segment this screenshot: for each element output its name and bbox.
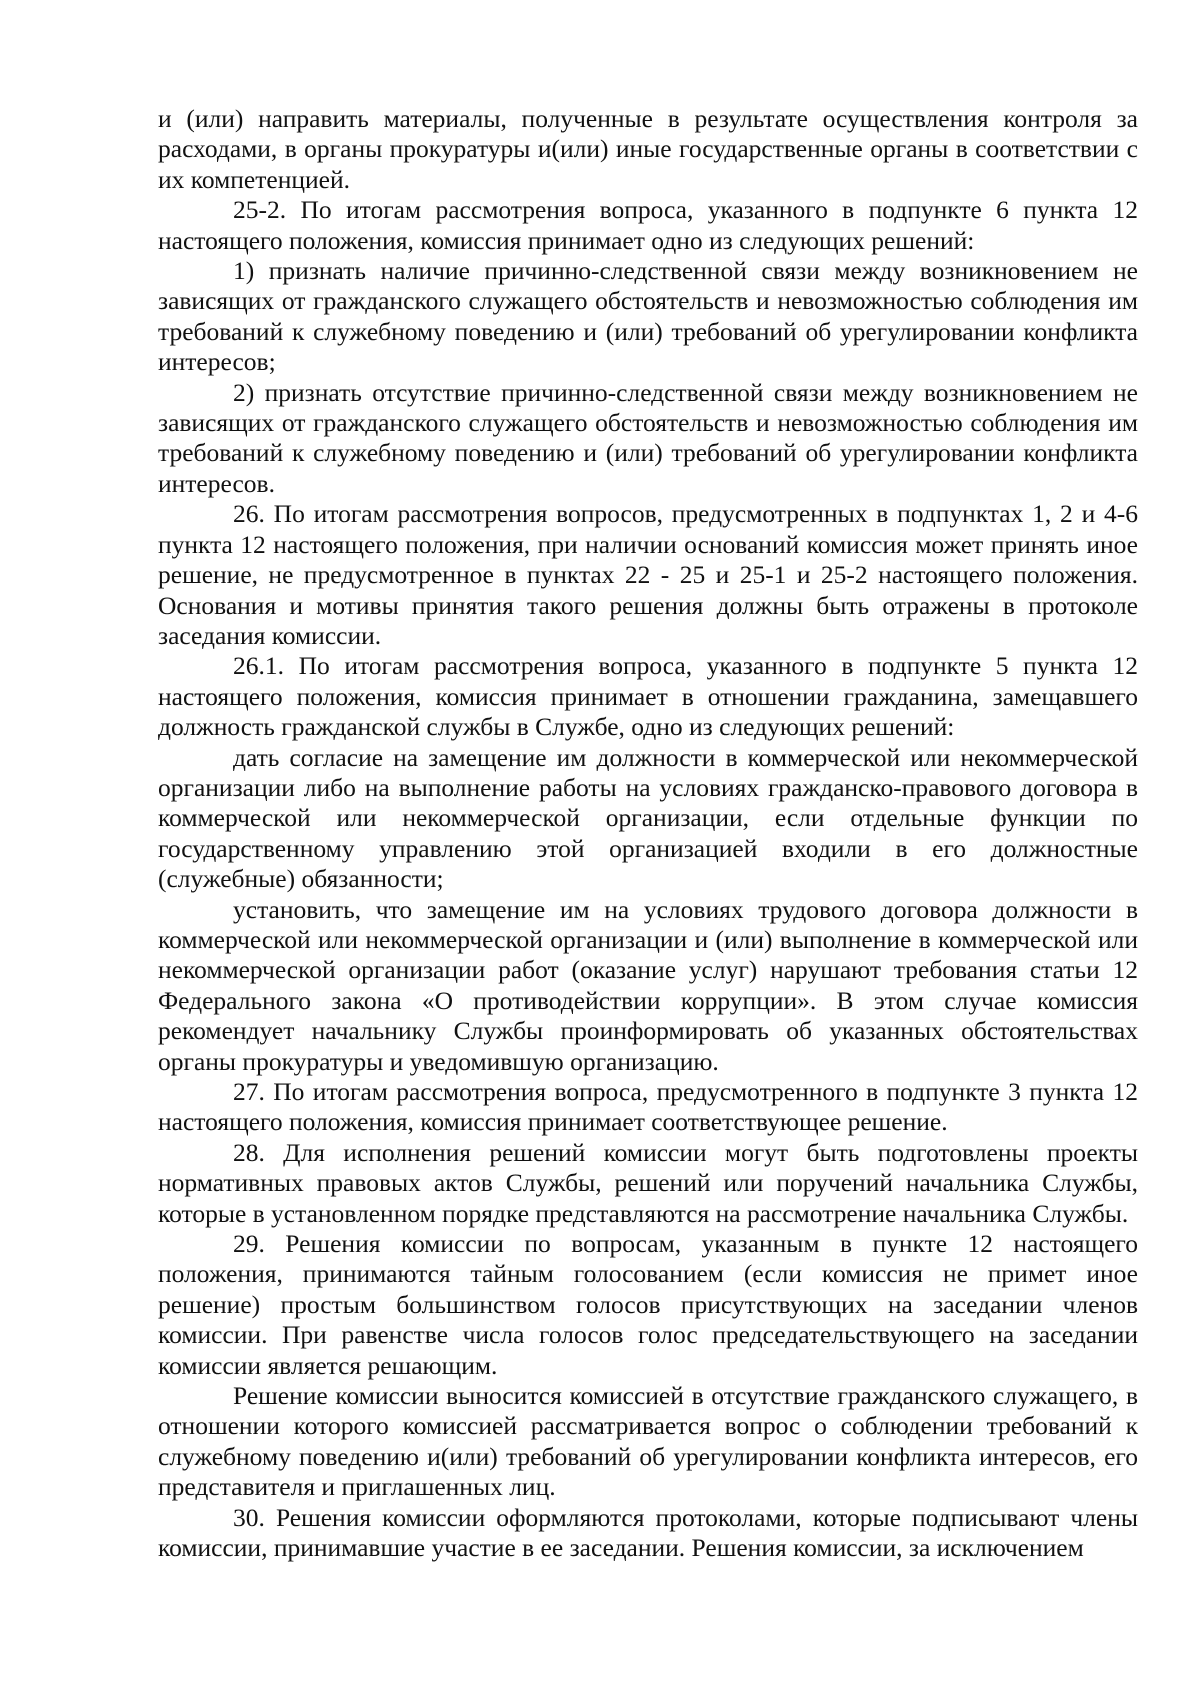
paragraph-26-1-option-violation: установить, что замещение им на условиях трудового договора должности в коммерческой или некоммерческой организации и (или) выполнение в коммерческой или некоммерческой организации работ (оказание услуг) нарушают требования статьи 12 Федерального закона «О противодействии коррупции». В этом случае комиссия рекомендует начальнику Службы проинформировать об указанных обстоятельствах органы прокуратуры и уведомившую организацию. xyxy=(158,894,1138,1076)
paragraph-30: 30. Решения комиссии оформляются протоколами, которые подписывают члены комиссии, принимавшие участие в ее заседании. Решения комиссии, за исключением xyxy=(158,1502,1138,1563)
paragraph-27: 27. По итогам рассмотрения вопроса, предусмотренного в подпункте 3 пункта 12 настоящего положения, комиссия принимает соответствующее решение. xyxy=(158,1077,1138,1137)
paragraph-28: 28. Для исполнения решений комиссии могут быть подготовлены проекты нормативных правовых актов Службы, решений или поручений начальника Службы, которые в установленном порядке представляются на рассмотрение начальника Службы. xyxy=(158,1137,1138,1228)
paragraph-25-2: 25-2. По итогам рассмотрения вопроса, указанного в подпункте 6 пункта 12 настоящего положения, комиссия принимает одно из следующих решений: xyxy=(158,195,1138,255)
paragraph-26-1-option-consent: дать согласие на замещение им должности в коммерческой или некоммерческой организации либо на выполнение работы на условиях гражданско-правового договора в коммерческой или некоммерческой организации, если отдельные функции по государственному управлению этой организацией входили в его должностные (служебные) обязанности; xyxy=(158,742,1138,894)
paragraph-26: 26. По итогам рассмотрения вопросов, предусмотренных в подпунктах 1, 2 и 4-6 пункта 12 настоящего положения, при наличии оснований комиссия может принять иное решение, не предусмотренное в пунктах 22 - 25 и 25-1 и 25-2 настоящего положения. Основания и мотивы принятия такого решения должны быть отражены в протоколе заседания комиссии. xyxy=(158,499,1138,650)
paragraph-25-2-item-1: 1) признать наличие причинно-следственной связи между возникновением не зависящих от гражданского служащего обстоятельств и невозможностью соблюдения им требований к служебному поведению и (или) требований об урегулировании конфликта интересов; xyxy=(158,256,1138,377)
paragraph-29-decision-absence: Решение комиссии выносится комиссией в отсутствие гражданского служащего, в отношении которого комиссией рассматривается вопрос о соблюдении требований к служебному поведению и(или) требований об урегулировании конфликта интересов, его представителя и приглашенных лиц. xyxy=(158,1381,1138,1502)
paragraph-26-1: 26.1. По итогам рассмотрения вопроса, указанного в подпункте 5 пункта 12 настоящего положения, комиссия принимает в отношении гражданина, замещавшего должность гражданской службы в Службе, одно из следующих решений: xyxy=(158,651,1138,742)
paragraph-25-2-item-2: 2) признать отсутствие причинно-следственной связи между возникновением не зависящих от гражданского служащего обстоятельств и невозможностью соблюдения им требований к служебному поведению и (или) требований об урегулировании конфликта интересов. xyxy=(158,377,1138,498)
paragraph-29: 29. Решения комиссии по вопросам, указанным в пункте 12 настоящего положения, принимаются тайным голосованием (если комиссия не примет иное решение) простым большинством голосов присутствующих на заседании членов комиссии. При равенстве числа голосов голос председательствующего на заседании комиссии является решающим. xyxy=(158,1229,1138,1380)
document-page xyxy=(158,104,1138,1564)
paragraph-continuation: и (или) направить материалы, полученные в результате осуществления контроля за расходами, в органы прокуратуры и(или) иные государственные органы в соответствии с их компетенцией. xyxy=(158,104,1138,194)
